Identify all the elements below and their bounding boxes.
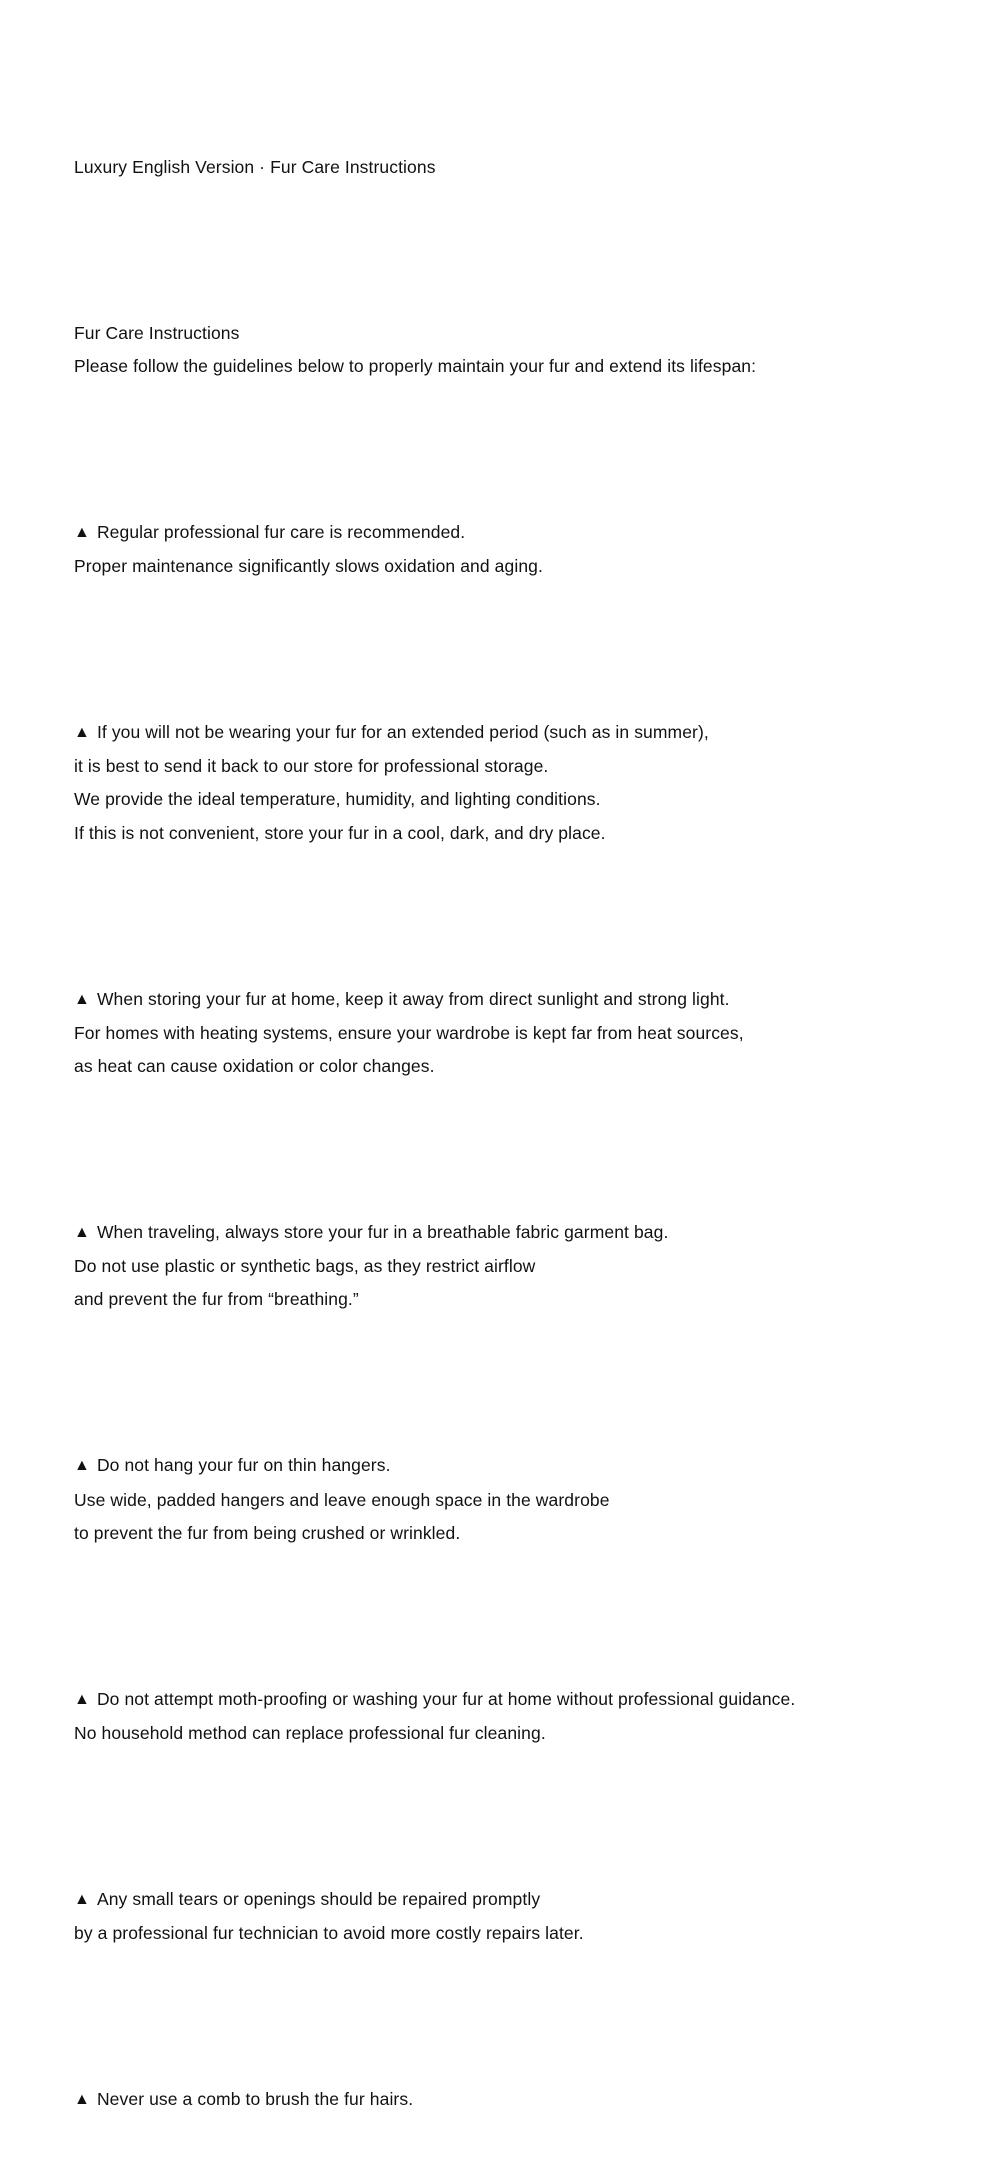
triangle-bullet-icon: ▲ (74, 1690, 90, 1708)
intro-block (74, 317, 940, 383)
section-first-line (74, 1883, 940, 1917)
section-first-line (74, 983, 940, 1017)
header-text: Luxury English Version · Fur Care Instructions (74, 156, 436, 177)
section-first-line (74, 516, 940, 550)
care-instruction-section (74, 516, 940, 583)
section-line-text: No household method can replace professional fur cleaning. (74, 1723, 546, 1744)
care-instruction-section (74, 716, 940, 850)
section-line-text: If this is not convenient, store your fur in a cool, dark, and dry place. (74, 822, 606, 843)
section-line-text: by a professional fur technician to avoid more costly repairs later. (74, 1923, 584, 1944)
section-line-text: Regular professional fur care is recommended. (96, 521, 466, 542)
section-line-text: Do not hang your fur on thin hangers. (96, 1455, 391, 1476)
triangle-bullet-icon: ▲ (74, 724, 90, 742)
triangle-bullet-icon: ▲ (74, 523, 90, 541)
triangle-bullet-icon: ▲ (74, 1891, 90, 1909)
triangle-bullet-icon: ▲ (74, 990, 90, 1008)
intro-text: Please follow the guidelines below to properly maintain your fur and extend its lifespan: (74, 355, 757, 376)
section-line-text: If you will not be wearing your fur for an extended period (such as in summer), (96, 722, 709, 743)
page-header-caption (74, 151, 940, 184)
section-line-text: When storing your fur at home, keep it away from direct sunlight and strong light. (96, 988, 730, 1009)
section-line-text: and prevent the fur from “breathing.” (74, 1289, 359, 1310)
care-instruction-section (74, 1683, 940, 1750)
section-line-text: to prevent the fur from being crushed or wrinkled. (74, 1522, 461, 1543)
care-instruction-section (74, 1449, 940, 1550)
section-line-text: Proper maintenance significantly slows oxidation and aging. (74, 556, 543, 577)
care-instruction-section (74, 983, 940, 1084)
section-line-text: For homes with heating systems, ensure your wardrobe is kept far from heat sources, (74, 1022, 744, 1043)
section-line-text: We provide the ideal temperature, humidity, and lighting conditions. (74, 789, 601, 810)
section-line-text: Any small tears or openings should be repaired promptly (96, 1889, 541, 1910)
section-first-line (74, 716, 940, 750)
section-line-text: it is best to send it back to our store for professional storage. (74, 756, 549, 777)
care-instruction-section (74, 1216, 940, 1317)
section-first-line (74, 1449, 940, 1483)
section-line-text: Never use a comb to brush the fur hairs. (96, 2089, 414, 2110)
care-instruction-section (74, 1883, 940, 1950)
section-line-text: Do not attempt moth-proofing or washing your fur at home without professional guidance. (96, 1688, 796, 1709)
triangle-bullet-icon: ▲ (74, 1224, 90, 1242)
section-line-text: Use wide, padded hangers and leave enough space in the wardrobe (74, 1489, 610, 1510)
care-instruction-section (74, 2083, 940, 2117)
section-line-text: When traveling, always store your fur in a breathable fabric garment bag. (96, 1222, 669, 1243)
section-line-text: as heat can cause oxidation or color changes. (74, 1056, 435, 1077)
section-first-line (74, 1216, 940, 1250)
page-title: Fur Care Instructions (74, 322, 240, 343)
section-line-text: Do not use plastic or synthetic bags, as they restrict airflow (74, 1256, 536, 1277)
section-first-line (74, 2083, 940, 2117)
section-first-line (74, 1683, 940, 1717)
triangle-bullet-icon: ▲ (74, 1457, 90, 1475)
triangle-bullet-icon: ▲ (74, 2091, 90, 2109)
